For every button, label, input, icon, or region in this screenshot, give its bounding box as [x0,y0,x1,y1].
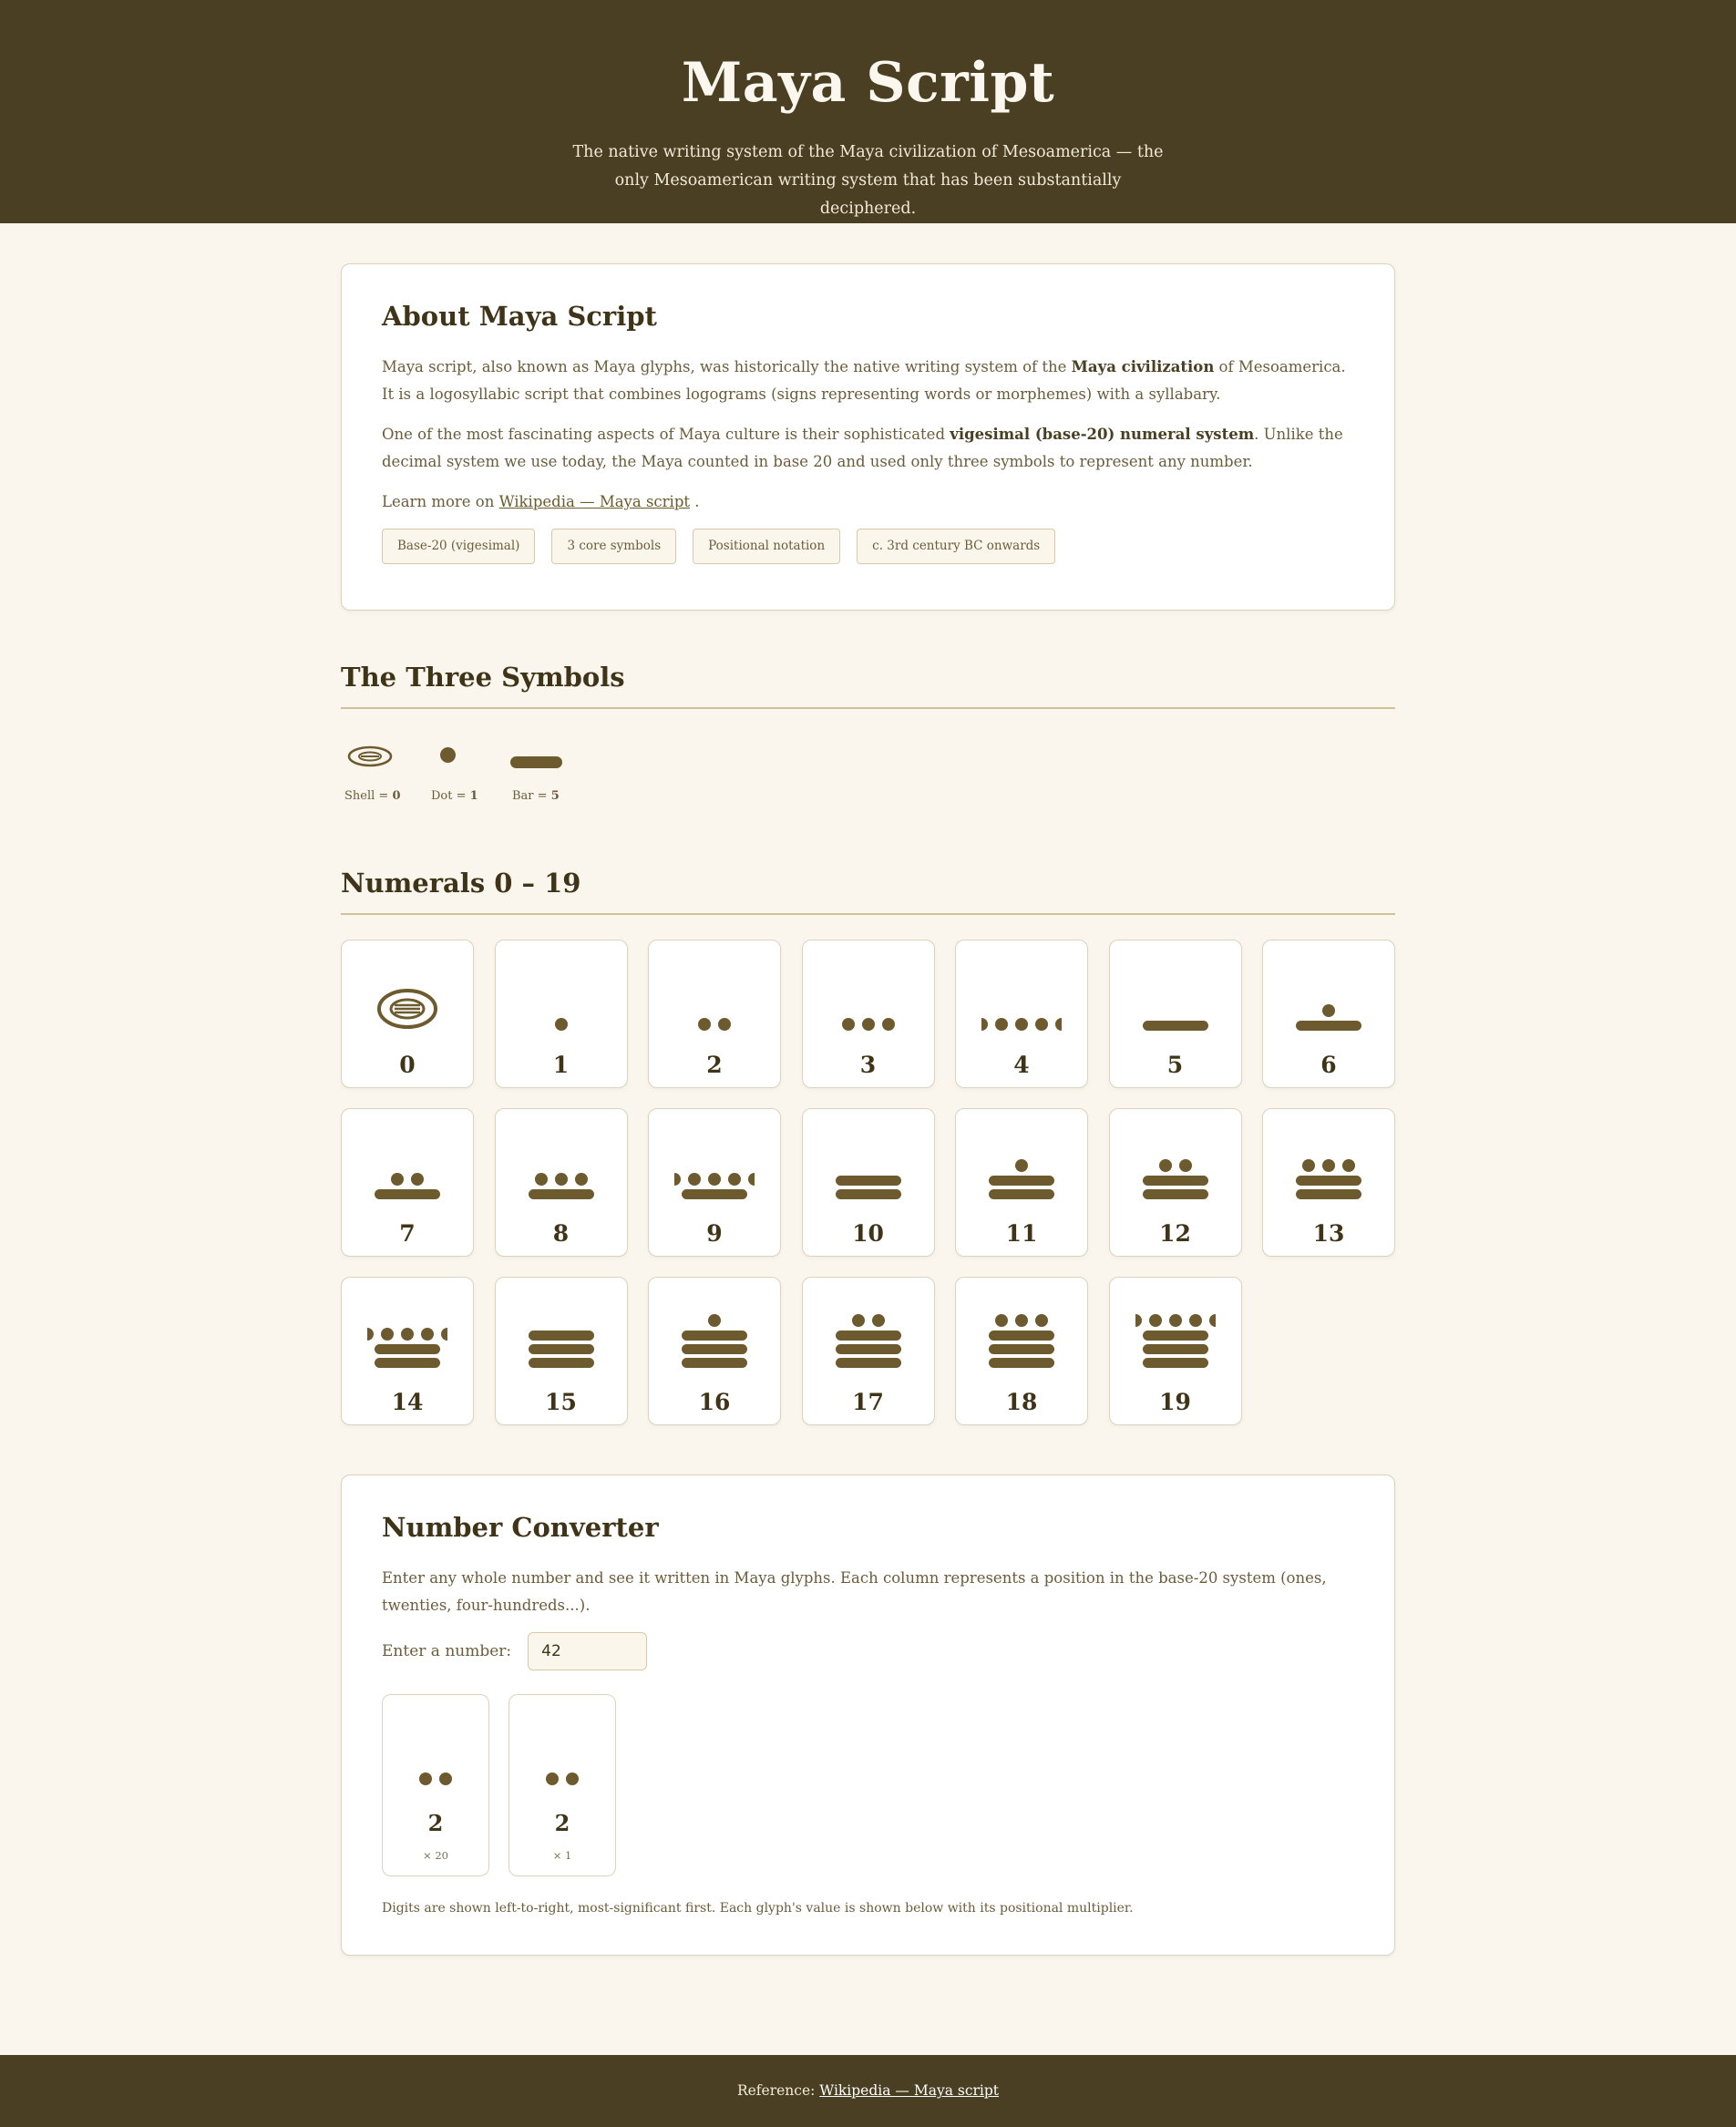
dot [842,1018,855,1031]
dot-row [391,1173,424,1186]
numeral-value: 14 [391,1389,424,1415]
maya-glyph [496,1018,627,1031]
maya-glyph [803,1018,934,1031]
numeral-tile [955,940,1088,1088]
symbol-dot [427,740,505,822]
number-input-label: Enter a number: [382,1642,512,1660]
dot [1035,1314,1048,1327]
dot-row [981,1018,1062,1031]
tag-date: c. 3rd century BC onwards [857,529,1055,564]
dot-row [419,1772,452,1785]
bar [1143,1358,1208,1368]
maya-glyph [342,1173,473,1199]
numeral-tile [341,1108,474,1257]
about-paragraph-1: Maya script, also known as Maya glyphs, was historically the native writing system of the Maya civilization of Mesoamerica. It is a logosyllabic script that combines logograms (signs representing words or morphemes) with a syllabary. [382,358,1346,403]
tag-base-20: Base-20 (vigesimal) [382,529,535,564]
numeral-value: 10 [852,1220,884,1247]
converter-result [382,1694,1354,1876]
maya-glyph [649,1173,780,1199]
maya-glyph [803,1314,934,1368]
converter-digit-tile [382,1694,489,1876]
numeral-value: 9 [706,1220,723,1247]
bar [529,1344,594,1354]
numeral-tile [1262,940,1395,1088]
dot-row [546,1772,579,1785]
dot-edge [748,1173,755,1186]
dot [381,1328,394,1341]
numeral-value: 2 [706,1052,723,1078]
numeral-value: 15 [545,1389,577,1415]
symbols-row [341,740,1395,822]
maya-glyph [956,1314,1087,1368]
symbols-section-title: The Three Symbols [341,662,1395,709]
dot [708,1314,721,1327]
dot [566,1772,579,1785]
numeral-value: 11 [1005,1220,1038,1247]
bar [529,1358,594,1368]
dot [411,1173,424,1186]
wikipedia-link[interactable]: Wikipedia — Maya script [498,493,691,510]
numerals-section-title: Numerals 0 – 19 [341,868,1395,915]
numeral-tile [802,1277,935,1425]
symbol-label-bar: Bar = 5 [512,789,560,803]
dot [1015,1018,1028,1031]
numeral-value: 7 [399,1220,416,1247]
dot [1035,1018,1048,1031]
numeral-tile [1109,940,1242,1088]
maya-glyph [496,1173,627,1199]
numeral-tile [1109,1277,1242,1425]
maya-glyph [649,1018,780,1031]
numeral-value: 18 [1005,1389,1038,1415]
numeral-value: 12 [1159,1220,1191,1247]
bar [682,1189,747,1199]
dot [728,1173,741,1186]
dot [1322,1004,1335,1017]
dot-row [674,1173,755,1186]
numeral-value: 6 [1320,1052,1337,1078]
footer-prefix: Reference: [736,2082,820,2099]
dot-edge [367,1328,374,1341]
dot-edge [441,1328,447,1341]
main-content [341,263,1395,1956]
bar [1143,1021,1208,1031]
converter-input-row [382,1632,1354,1670]
bar [989,1176,1054,1186]
dot [1159,1159,1172,1172]
bar [529,1331,594,1341]
numeral-tile [648,940,781,1088]
dot-row [1159,1159,1192,1172]
dot [1149,1314,1162,1327]
dot [575,1173,588,1186]
dot-row [535,1173,588,1186]
dot-row [698,1018,731,1031]
numeral-value: 17 [852,1389,884,1415]
numeral-tile [648,1108,781,1257]
dot [1179,1159,1192,1172]
dot [995,1314,1008,1327]
bar [989,1331,1054,1341]
shell-icon [376,987,438,1031]
dot [862,1018,875,1031]
dot [852,1314,865,1327]
page-subtitle: The native writing system of the Maya civilization of Mesoamerica — the only Mesoamerican writing system that has been substantially deciphered. [572,143,1164,218]
dot [995,1018,1008,1031]
dot [1015,1314,1028,1327]
dot [1015,1159,1028,1172]
dot [555,1173,568,1186]
bar [836,1176,901,1186]
bar [836,1331,901,1341]
bar [375,1189,440,1199]
dot-row [367,1328,447,1341]
dot [391,1173,404,1186]
dot [419,1772,432,1785]
dot-edge [1135,1314,1142,1327]
about-card [341,263,1395,611]
bar [1143,1189,1208,1199]
dot [535,1173,548,1186]
dot [718,1018,731,1031]
maya-glyph [1263,1159,1394,1199]
numeral-tile [1109,1108,1242,1257]
numeral-tile [495,940,628,1088]
symbol-shell [341,740,427,822]
bar [375,1344,440,1354]
bar [682,1344,747,1354]
dot [708,1173,721,1186]
digit-value: 2 [554,1810,570,1836]
about-paragraph-2: One of the most fascinating aspects of Maya culture is their sophisticated vigesimal (base-20) numeral system. Unlike the decimal system we use today, the Maya counted in base 20 and used only three symbols to represent any number. [382,426,1343,470]
numeral-tile [1262,1108,1395,1257]
numeral-value: 3 [859,1052,877,1078]
bar [1143,1176,1208,1186]
dot [1322,1159,1335,1172]
numeral-value: 4 [1013,1052,1030,1078]
dot-row [995,1314,1048,1327]
maya-glyph [509,1772,615,1785]
dot [872,1314,885,1327]
bar [1143,1331,1208,1341]
bar [989,1344,1054,1354]
numeral-tile [341,940,474,1088]
converter-title: Number Converter [382,1512,659,1543]
numeral-tile [495,1108,628,1257]
numeral-value: 13 [1312,1220,1345,1247]
numeral-tile [495,1277,628,1425]
dot [439,1772,452,1785]
maya-glyph [383,1772,488,1785]
shell-icon [346,745,394,773]
bar [989,1189,1054,1199]
numeral-tile [341,1277,474,1425]
numeral-value: 19 [1159,1389,1191,1415]
bar-icon [510,756,562,768]
numeral-value: 1 [552,1052,570,1078]
numeral-tile [955,1108,1088,1257]
dot-row [852,1314,885,1327]
maya-glyph [1110,1159,1241,1199]
number-input[interactable] [528,1632,647,1670]
dot-edge [1055,1018,1062,1031]
site-header [0,0,1736,223]
tag-core-symbols: 3 core symbols [551,529,676,564]
digit-multiplier: × 20 [423,1849,448,1862]
bar [682,1331,747,1341]
maya-glyph [1110,1314,1241,1368]
bar [1143,1344,1208,1354]
digit-multiplier: × 1 [552,1849,572,1862]
dot-row [1015,1159,1028,1172]
bar [836,1189,901,1199]
bar [375,1358,440,1368]
dot [421,1328,434,1341]
numeral-tile [955,1277,1088,1425]
dot [1342,1159,1355,1172]
maya-glyph [956,1018,1087,1031]
bar [682,1358,747,1368]
dot-icon [440,747,456,763]
maya-glyph [342,1328,473,1368]
converter-description: Enter any whole number and see it written in Maya glyphs. Each column represents a position in the base-20 system (ones, twenties, four-hundreds...). [382,1569,1327,1614]
symbol-bar [505,740,591,822]
dot-row [708,1314,721,1327]
dot [555,1018,568,1031]
dot-row [1302,1159,1355,1172]
page-title: Maya Script [681,51,1055,115]
maya-glyph [496,1331,627,1368]
site-footer [0,2055,1736,2127]
dot [401,1328,414,1341]
dot [546,1772,559,1785]
dot-row [555,1018,568,1031]
dot-edge [981,1018,988,1031]
maya-glyph [1110,1021,1241,1031]
maya-glyph [342,987,473,1031]
maya-glyph [956,1159,1087,1199]
symbol-label-shell: Shell = 0 [344,789,401,803]
bar [529,1189,594,1199]
dot [882,1018,895,1031]
converter-card [341,1475,1395,1956]
bar [989,1358,1054,1368]
maya-glyph [803,1176,934,1199]
converter-note: Digits are shown left-to-right, most-significant first. Each glyph's value is shown below with its positional multiplier. [382,1901,1134,1916]
dot [698,1018,711,1031]
dot [1302,1159,1315,1172]
bar [1296,1189,1361,1199]
about-title: About Maya Script [382,301,657,332]
dot [1189,1314,1202,1327]
maya-glyph [649,1314,780,1368]
numeral-tile [802,940,935,1088]
dot [1169,1314,1182,1327]
bar [836,1344,901,1354]
digit-value: 2 [427,1810,444,1836]
dot-row [1135,1314,1216,1327]
numeral-grid [341,940,1395,1425]
bar [1296,1021,1361,1031]
numeral-value: 16 [698,1389,731,1415]
dot [688,1173,701,1186]
maya-glyph [1263,1004,1394,1031]
dot-edge [1209,1314,1216,1327]
numeral-value: 8 [552,1220,570,1247]
numeral-value: 0 [399,1052,416,1078]
dot-row [1322,1004,1335,1017]
converter-digit-tile [508,1694,616,1876]
bar [1296,1176,1361,1186]
about-paragraph-3: Learn more on Wikipedia — Maya script . [382,493,700,510]
dot-row [842,1018,895,1031]
dot-edge [674,1173,681,1186]
footer-wikipedia-link[interactable]: Wikipedia — Maya script [819,2082,1000,2099]
tag-list [382,529,1354,564]
symbol-label-dot: Dot = 1 [431,789,478,803]
numeral-tile [802,1108,935,1257]
bar [836,1358,901,1368]
numeral-tile [648,1277,781,1425]
numeral-value: 5 [1166,1052,1184,1078]
tag-positional-notation: Positional notation [693,529,840,564]
